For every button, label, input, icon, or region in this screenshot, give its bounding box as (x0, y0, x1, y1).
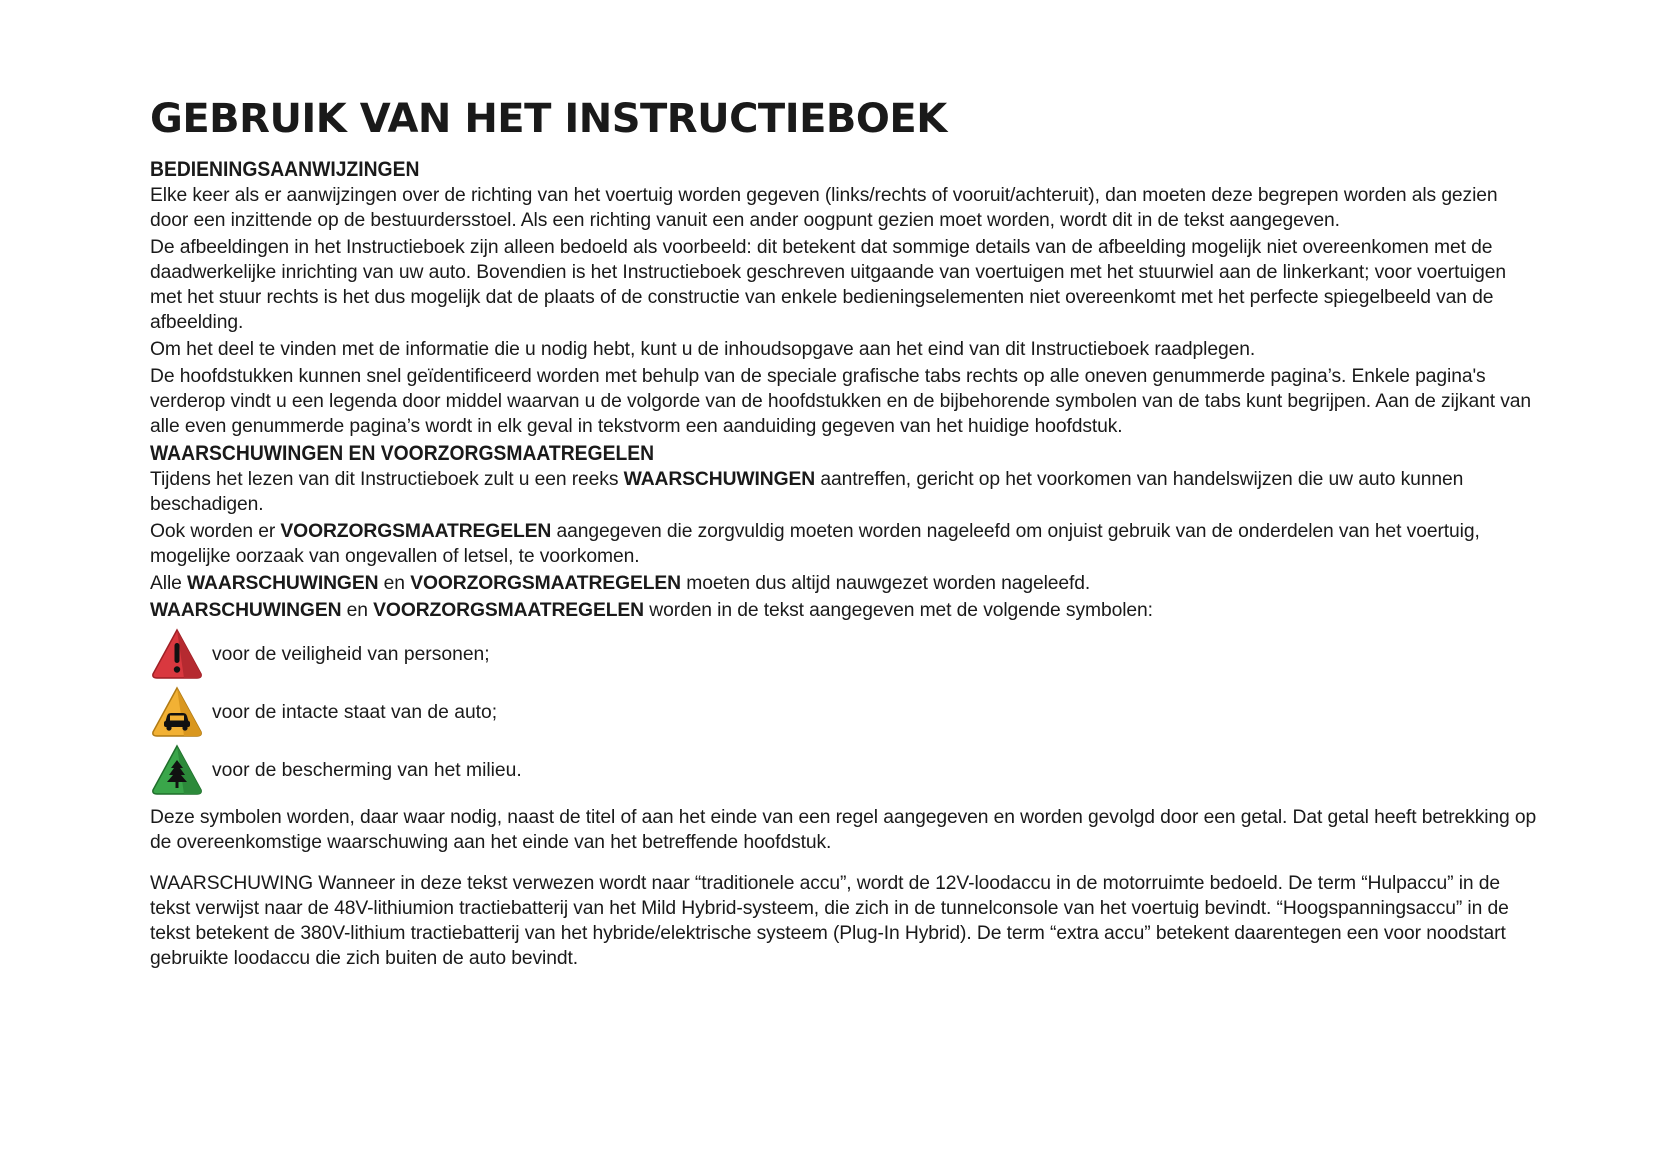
warning-car-icon (150, 685, 204, 739)
paragraph-precautions: Ook worden er VOORZORGSMAATREGELEN aangegeven die zorgvuldig moeten worden nageleefd om onjuist gebruik van de onderdelen van het voertuig, mogelijke oorzaak van ongevallen of letsel, te voorkomen. (150, 521, 1480, 567)
paragraph-chapters: De hoofdstukken kunnen snel geïdentificeerd worden met behulp van de speciale grafische tabs rechts op alle oneven genummerde pagina’s. Enkele pagina's verderop vindt u een legenda door middel waarvan u de volgorde van de hoofdstukken en de bijbehorende symbolen van de tabs kunt begrijpen. Aan de zijkant van alle even genummerde pagina’s wordt in elk geval in tekstvorm een aanduiding gegeven van het huidige hoofdstuk. (150, 366, 1532, 437)
warning-person-icon (150, 627, 204, 681)
page-title: GEBRUIK VAN HET INSTRUCTIEBOEK (150, 96, 947, 142)
paragraph-battery-warning: WAARSCHUWING Wanneer in deze tekst verwezen wordt naar “traditionele accu”, wordt de 12V-loodaccu in de motorruimte bedoeld. De term “Hulpaccu” in de tekst verwijst naar de 48V-lithiumion tractiebatterij van het Mild Hybrid-systeem, die zich in de tunnelconsole van het voertuig bevindt. “Hoogspanningsaccu” in de tekst betekent de 380V-lithium tractiebatterij van het hybride/elektrische systeem (Plug-In Hybrid). De term “extra accu” betekent daarentegen een voor noodstart gebruikte loodaccu die zich buiten de auto bevindt. (150, 873, 1509, 969)
symbol-row-environment (150, 741, 1540, 799)
symbol-row-persons (150, 625, 1540, 683)
paragraph-all-warnings: Alle WAARSCHUWINGEN en VOORZORGSMAATREGELEN moeten dus altijd nauwgezet worden nageleefd. (150, 573, 1091, 594)
paragraph-warnings-intro: Tijdens het lezen van dit Instructieboek zult u een reeks WAARSCHUWINGEN aantreffen, gericht op het voorkomen van handelswijzen die uw auto kunnen beschadigen. (150, 469, 1464, 515)
warning-environment-icon (150, 743, 204, 797)
paragraph-contents: Om het deel te vinden met de informatie die u nodig hebt, kunt u de inhoudsopgave aan het eind van dit Instructieboek raadplegen. (150, 339, 1256, 360)
paragraph-symbols-explanation: Deze symbolen worden, daar waar nodig, naast de titel of aan het einde van een regel aangegeven en worden gevolgd door een getal. Dat getal heeft betrekking op de overeenkomstige waarschuwing aan het einde van het betreffende hoofdstuk. (150, 807, 1537, 853)
section-heading-instructions: BEDIENINGSAANWIJZINGEN (150, 158, 420, 181)
symbol-row-car (150, 683, 1540, 741)
section-heading-warnings: WAARSCHUWINGEN EN VOORZORGSMAATREGELEN (150, 442, 655, 465)
symbol-label-environment: voor de bescherming van het milieu. (212, 759, 522, 781)
symbol-label-persons: voor de veiligheid van personen; (212, 643, 490, 665)
manual-page (150, 95, 1540, 973)
paragraph-images: De afbeeldingen in het Instructieboek zijn alleen bedoeld als voorbeeld: dit betekent dat sommige details van de afbeelding mogelijk niet overeenkomen met de daadwerkelijke inrichting van uw auto. Bovendien is het Instructieboek geschreven uitgaande van voertuigen met het stuurwiel aan de linkerkant; voor voertuigen met het stuur rechts is het dus mogelijk dat de plaats of de constructie van enkele bedieningselementen niet overeenkomt met het perfecte spiegelbeeld van de afbeelding. (150, 237, 1507, 333)
paragraph-direction: Elke keer als er aanwijzingen over de richting van het voertuig worden gegeven (links/rechts of vooruit/achteruit), dan moeten deze begrepen worden als gezien door een inzittende op de bestuurdersstoel. Als een richting vanuit een ander oogpunt gezien moet worden, wordt dit in de tekst aangegeven. (150, 185, 1498, 231)
symbol-label-car: voor de intacte staat van de auto; (212, 701, 498, 723)
paragraph-symbols-intro: WAARSCHUWINGEN en VOORZORGSMAATREGELEN worden in de tekst aangegeven met de volgende symbolen: (150, 600, 1153, 621)
